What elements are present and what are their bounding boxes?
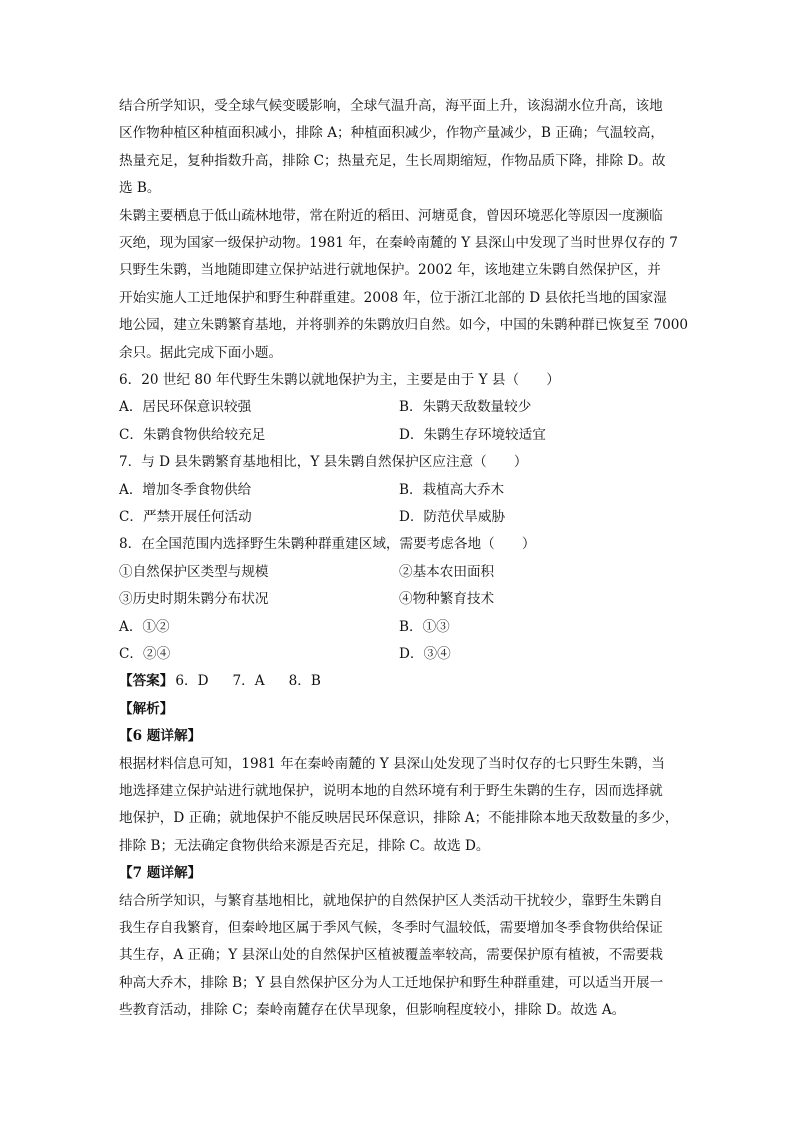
question-stem: 7．与 D 县朱鹮繁育基地相比，Y 县朱鹮自然保护区应注意（ ） <box>119 454 528 471</box>
text-line: 灭绝，现为国家一级保护动物。1981 年，在秦岭南麓的 Y 县深山中发现了当时世界仅存的 7 <box>119 235 678 252</box>
option-row <box>119 504 679 531</box>
detail-7-label: 【7 题详解】 <box>119 865 202 882</box>
statement-row <box>119 559 679 586</box>
text-line: 余只。据此完成下面小题。 <box>119 344 283 361</box>
statement-4: ④物种繁育技术 <box>399 591 495 608</box>
text-line: 种高大乔木，排除 B；Y 县自然保护区分为人工迁地保护和野生种群重建，可以适当开展一 <box>119 974 664 991</box>
text-line: 地保护，D 正确；就地保护不能反映居民环保意识，排除 A；不能排除本地天敌数量的多少， <box>119 810 679 827</box>
text-line: 地选择建立保护站进行就地保护，说明本地的自然环境有利于野生朱鹮的生存，因而选择就 <box>119 782 663 799</box>
option-c: C．严禁开展任何活动 <box>119 509 252 526</box>
text-line: 朱鹮主要栖息于低山疏林地带，常在附近的稻田、河塘觅食，曾因环境恶化等原因一度濒临 <box>119 207 663 224</box>
option-a: A．①② <box>119 618 170 635</box>
answer-item: 7．A <box>232 673 265 690</box>
option-row <box>119 614 679 641</box>
text-line: 排除 B；无法确定食物供给来源是否充足，排除 C。故选 D。 <box>119 837 490 854</box>
option-c: C．朱鹮食物供给较充足 <box>119 426 266 443</box>
question-7 <box>119 449 679 531</box>
text-line: 区作物种植区种植面积减小，排除 A；种植面积减少，作物产量减少，B 正确；气温较高， <box>119 125 665 142</box>
detail-6-label: 【6 题详解】 <box>119 728 202 745</box>
option-row <box>119 641 679 668</box>
statement-3: ③历史时期朱鹮分布状况 <box>119 591 269 608</box>
option-row <box>119 477 679 504</box>
material-paragraph <box>119 203 689 367</box>
option-b: B．栽植高大乔木 <box>399 481 505 498</box>
text-line: 些教育活动，排除 C；秦岭南麓存在伏旱现象，但影响程度较小，排除 D。故选 A。 <box>119 1002 626 1019</box>
question-8 <box>119 531 679 668</box>
detail-6-text <box>119 751 679 861</box>
text-line: 根据材料信息可知，1981 年在秦岭南麓的 Y 县深山处发现了当时仅存的七只野生朱鹮，当 <box>119 755 665 772</box>
question-stem: 8．在全国范围内选择野生朱鹮种群重建区域，需要考虑各地（ ） <box>119 536 536 553</box>
text-line: 其生存，A 正确；Y 县深山处的自然保护区植被覆盖率较高，需要保护原有植被，不需要栽 <box>119 947 663 964</box>
text-line: 结合所学知识，受全球气候变暖影响，全球气温升高，海平面上升，该潟湖水位升高，该地 <box>119 98 663 114</box>
text-line: 热量充足，复种指数升高，排除 C；热量充足，生长周期缩短，作物品质下降，排除 D。故 <box>119 152 666 169</box>
detail-7-text <box>119 888 679 1025</box>
question-stem: 6．20 世纪 80 年代野生朱鹮以就地保护为主，主要是由于 Y 县（ ） <box>119 372 560 389</box>
option-a: A．增加冬季食物供给 <box>119 481 252 498</box>
option-row <box>119 394 679 421</box>
answer-item: 6．D <box>175 673 209 690</box>
text-line: 选 B。 <box>119 180 161 197</box>
text-line: 我生存自我繁育，但秦岭地区属于季风气候，冬季时气温较低，需要增加冬季食物供给保证 <box>119 919 663 936</box>
option-c: C．②④ <box>119 645 171 662</box>
text-line: 只野生朱鹮，当地随即建立保护站进行就地保护。2002 年，该地建立朱鹮自然保护区，并 <box>119 262 661 279</box>
answer-item: 8．B <box>288 673 321 690</box>
option-d: D．③④ <box>399 645 451 662</box>
option-d: D．朱鹮生存环境较适宜 <box>399 426 546 443</box>
answer-line <box>119 668 679 695</box>
analysis-label: 【解析】 <box>119 700 174 717</box>
answer-label: 【答案】 <box>119 673 174 690</box>
option-row <box>119 422 679 449</box>
statement-row <box>119 586 679 613</box>
statement-2: ②基本农田面积 <box>399 563 495 580</box>
text-line: 结合所学知识，与繁育基地相比，就地保护的自然保护区人类活动干扰较少，靠野生朱鹮自 <box>119 892 663 909</box>
option-b: B．朱鹮天敌数量较少 <box>399 399 532 416</box>
statement-1: ①自然保护区类型与规模 <box>119 563 269 580</box>
text-line: 开始实施人工迁地保护和野生种群重建。2008 年，位于浙江北部的 D 县依托当地的国家湿 <box>119 289 667 306</box>
option-a: A．居民环保意识较强 <box>119 399 252 416</box>
option-b: B．①③ <box>399 618 450 635</box>
text-line: 地公园，建立朱鹮繁育基地，并将驯养的朱鹮放归自然。如今，中国的朱鹮种群已恢复至 7000 <box>119 317 689 334</box>
question-6 <box>119 367 679 449</box>
intro-paragraph <box>119 93 679 203</box>
document-body <box>119 93 689 1025</box>
option-d: D．防范伏旱威胁 <box>399 509 506 526</box>
